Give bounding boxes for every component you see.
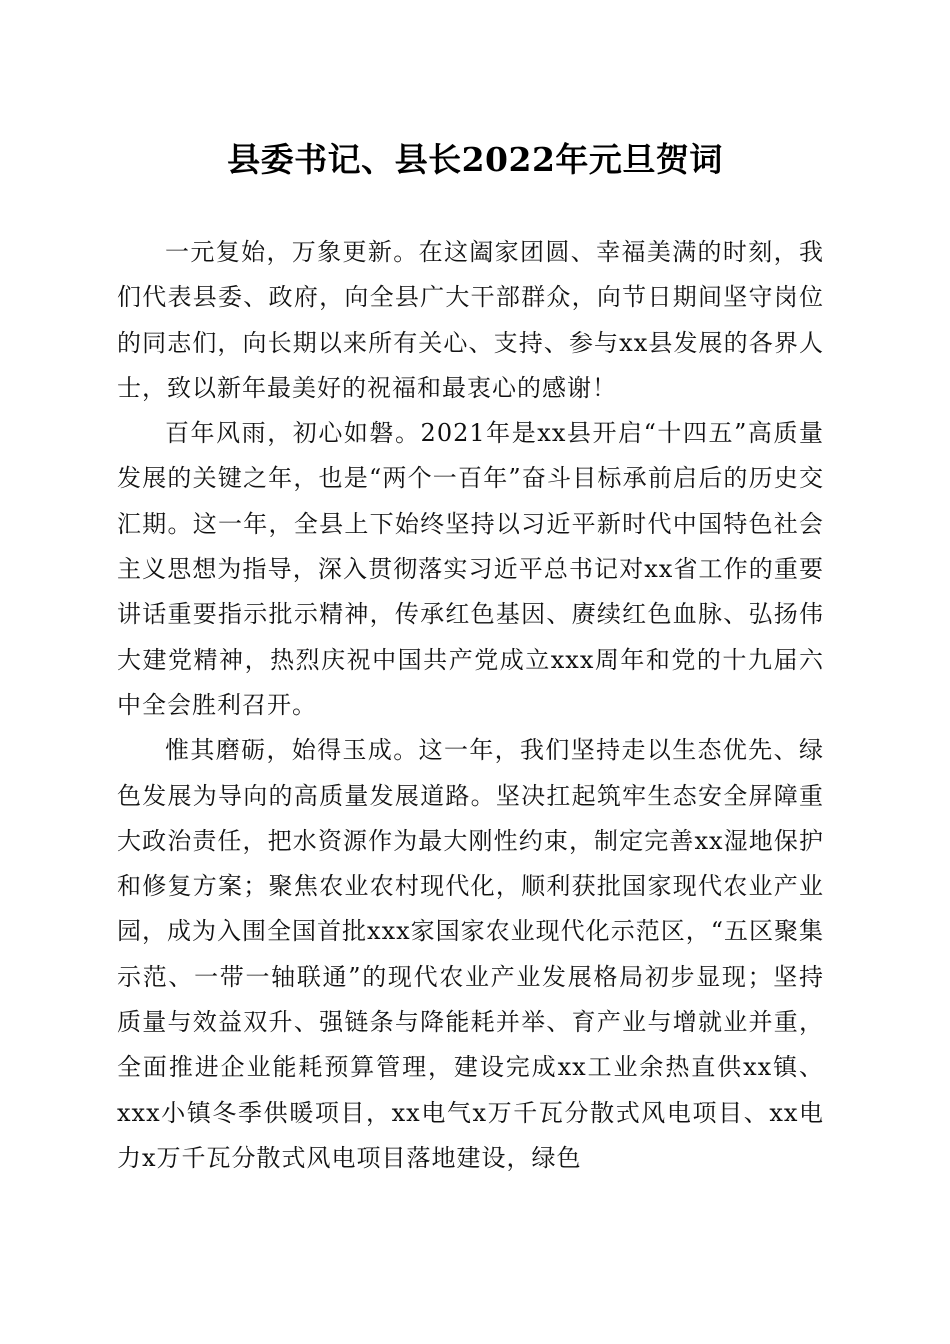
document-title: 县委书记、县长2022年元旦贺词 — [227, 140, 723, 179]
paragraph-2: 百年风雨，初心如磐。2021年是xx县开启“十四五”高质量发展的关键之年，也是“两个一百年”奋斗目标承前启后的历史交汇期。这一年，全县上下始终坚持以习近平新时代中国特色社会主义思想为指导，深入贯彻落实习近平总书记对xx省工作的重要讲话重要指示批示精神，传承红色基因、赓续红色血脉、弘扬伟大建党精神，热烈庆祝中国共产党成立xxx周年和党的十九届六中全会胜利召开。 — [117, 419, 824, 719]
document-body — [117, 230, 824, 1181]
paragraph-1: 一元复始，万象更新。在这阖家团圆、幸福美满的时刻，我们代表县委、政府，向全县广大干部群众，向节日期间坚守岗位的同志们，向长期以来所有关心、支持、参与xx县发展的各界人士，致以新年最美好的祝福和最衷心的感谢！ — [117, 238, 824, 402]
paragraph-3: 惟其磨砺，始得玉成。这一年，我们坚持走以生态优先、绿色发展为导向的高质量发展道路。坚决扛起筑牢生态安全屏障重大政治责任，把水资源作为最大刚性约束，制定完善xx湿地保护和修复方案；聚焦农业农村现代化，顺利获批国家现代农业产业园，成为入围全国首批xxx家国家农业现代化示范区，“五区聚集示范、一带一轴联通”的现代农业产业发展格局初步显现；坚持质量与效益双升、强链条与降能耗并举、育产业与增就业并重，全面推进企业能耗预算管理，建设完成xx工业余热直供xx镇、xxx小镇冬季供暖项目，xx电气x万千瓦分散式风电项目、xx电力x万千瓦分散式风电项目落地建设，绿色 — [117, 736, 824, 1172]
